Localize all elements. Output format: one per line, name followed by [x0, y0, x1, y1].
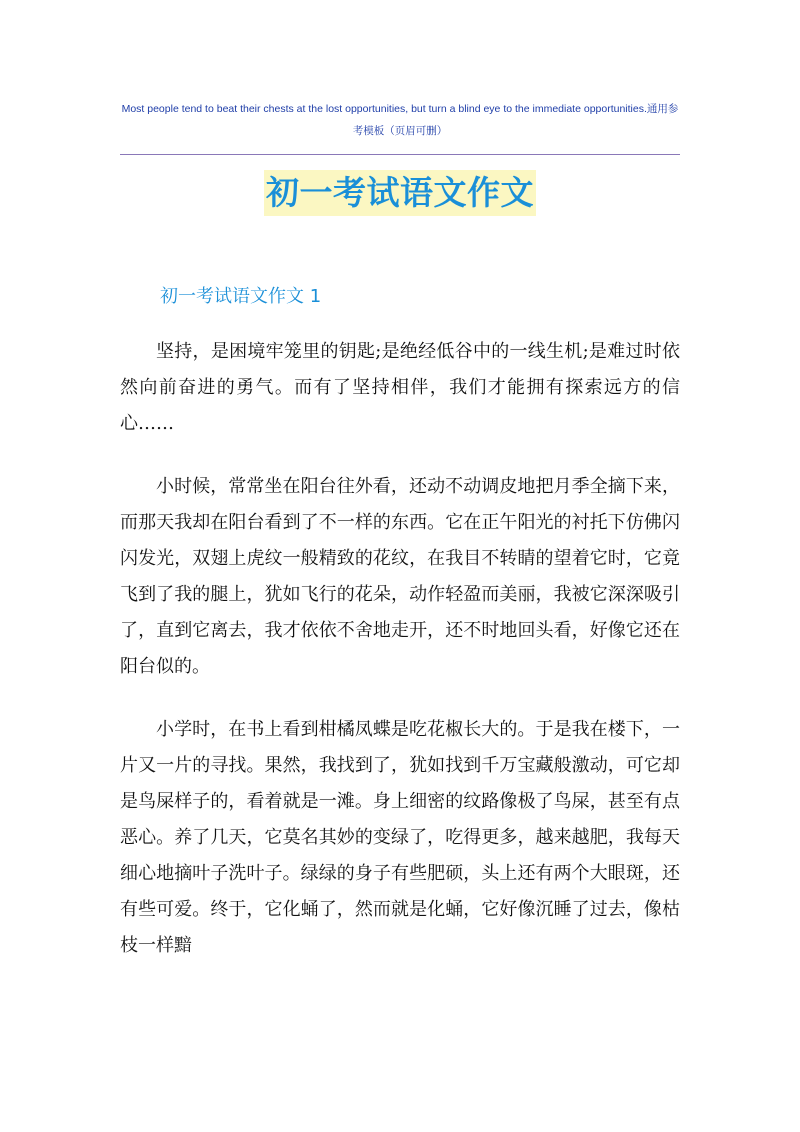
header-divider: [120, 154, 680, 155]
header-chinese-text: 通用参考模板（页眉可删）: [352, 103, 679, 137]
document-title: 初一考试语文作文: [264, 170, 536, 216]
title-container: [0, 170, 800, 216]
paragraph: 小学时，在书上看到柑橘凤蝶是吃花椒长大的。于是我在楼下，一片又一片的寻找。果然，我找到了，犹如找到千万宝藏般激动，可它却是鸟屎样子的，看着就是一滩。身上细密的纹路像极了鸟屎，甚至有点恶心。养了几天，它莫名其妙的变绿了，吃得更多，越来越肥，我每天细心地摘叶子洗叶子。绿绿的身子有些肥硕，头上还有两个大眼斑，还有些可爱。终于，它化蛹了，然而就是化蛹，它好像沉睡了过去，像枯枝一样黯: [120, 719, 680, 956]
paragraph: 小时候，常常坐在阳台往外看，还动不动调皮地把月季全摘下来，而那天我却在阳台看到了不一样的东西。它在正午阳光的衬托下仿佛闪闪发光，双翅上虎纹一般精致的花纹，在我目不转睛的望着它时，它竟飞到了我的腿上，犹如飞行的花朵，动作轻盈而美丽，我被它深深吸引了，直到它离去，我才依依不舍地走开，还不时地回头看，好像它还在阳台似的。: [120, 476, 680, 677]
document-body: [120, 334, 680, 991]
header-english-text: Most people tend to beat their chests at the lost opportunities, but turn a blind eye to the immediate opportunities.: [121, 103, 647, 115]
paragraph: 坚持，是困境牢笼里的钥匙;是绝经低谷中的一线生机;是难过时依然向前奋进的勇气。而有了坚持相伴，我们才能拥有探索远方的信心……: [120, 341, 680, 434]
section-heading: 初一考试语文作文 1: [160, 286, 322, 307]
page-header: [120, 98, 680, 142]
